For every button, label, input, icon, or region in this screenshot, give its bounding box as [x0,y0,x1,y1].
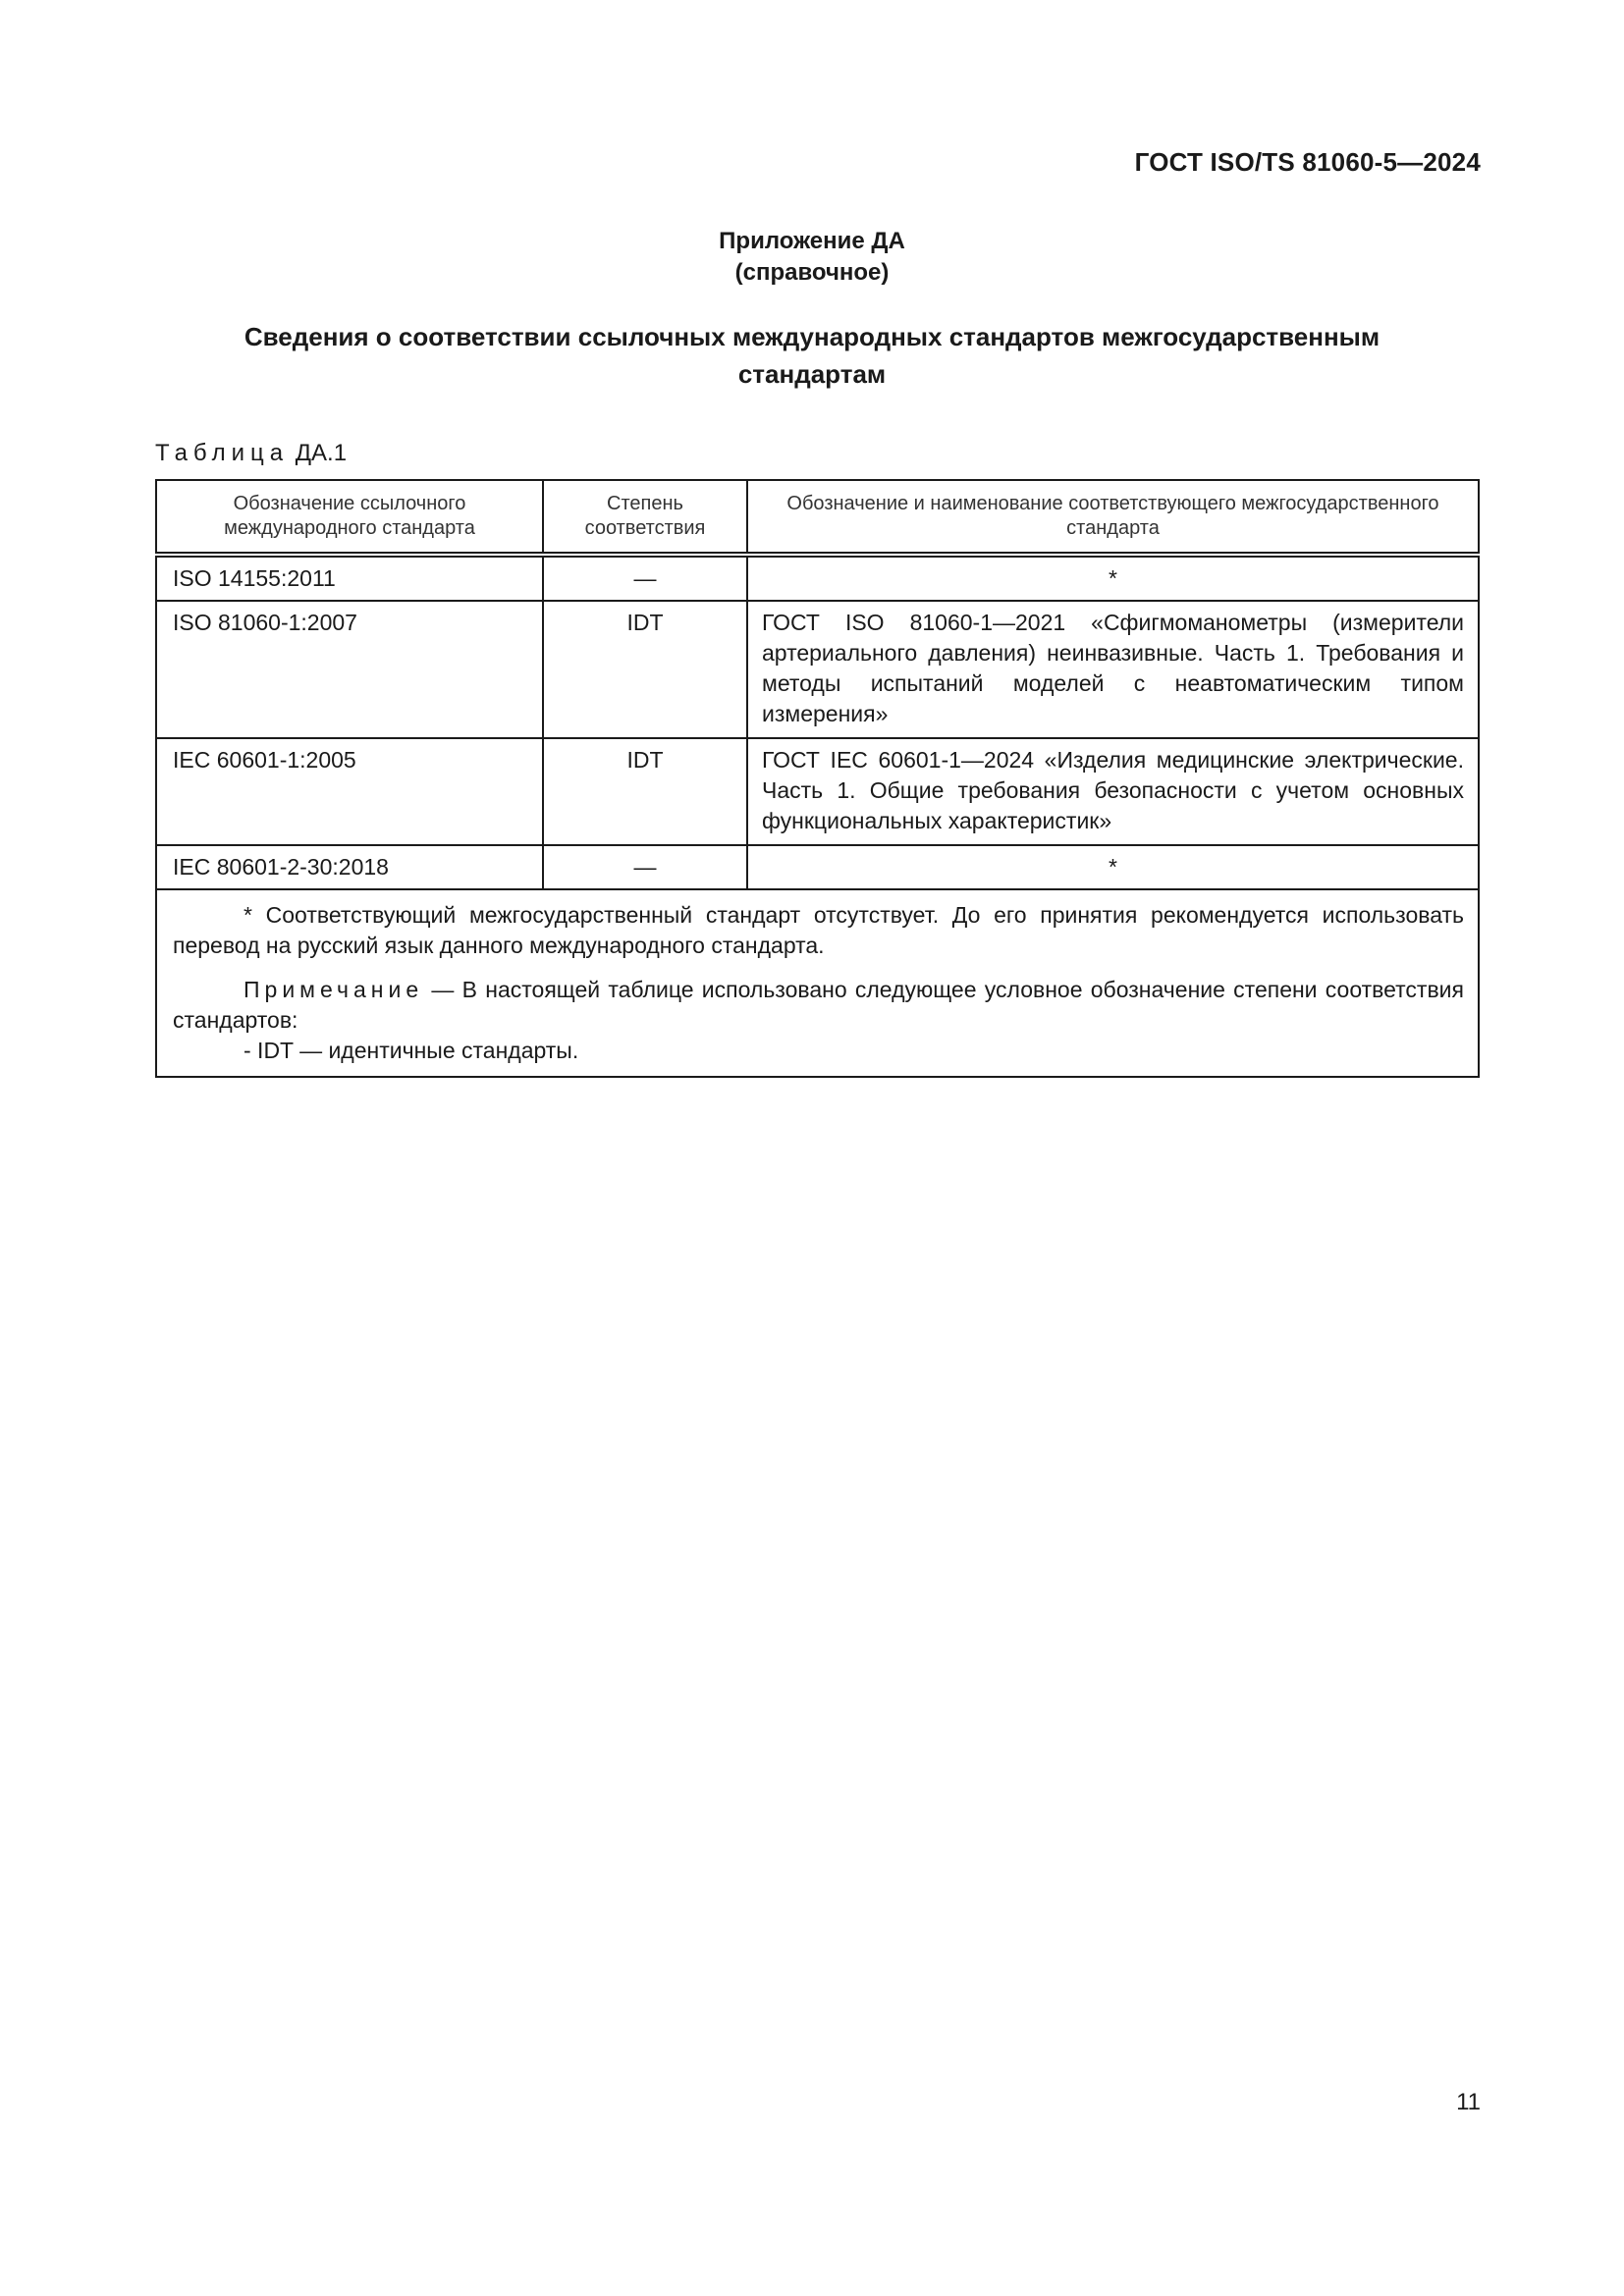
row-degree: IDT [543,601,747,738]
table-caption-word: Таблица [155,440,290,466]
appendix-heading [0,226,1624,289]
row-degree: — [543,555,747,601]
note-text: — В настоящей таблице использовано следующее условное обозначение степени соответствия стандартов: [173,977,1464,1033]
row-national-standard: ГОСТ IEC 60601-1—2024 «Изделия медицинские электрические. Часть 1. Общие требования безопасности с учетом основных функциональных характеристик» [747,738,1479,845]
section-title-line1: Сведения о соответствии ссылочных международных стандартов межгосударственным [244,322,1380,351]
table-row [156,601,1479,738]
table-header-row [156,480,1479,555]
row-national-standard: * [747,845,1479,889]
row-national-standard: ГОСТ ISO 81060-1—2021 «Сфигмоманометры (измерители артериального давления) неинвазивные. Часть 1. Требования и методы испытаний моделей с неавтоматическим типом измерения» [747,601,1479,738]
header-ref-standard: Обозначение ссылочного международного стандарта [156,480,543,555]
document-code: ГОСТ ISO/TS 81060-5—2024 [1134,147,1481,177]
table-row [156,845,1479,889]
row-ref-standard: IEC 80601-2-30:2018 [156,845,543,889]
table-notes [156,889,1479,1077]
appendix-subtitle: (справочное) [734,259,890,286]
row-degree: IDT [543,738,747,845]
row-ref-standard: ISO 81060-1:2007 [156,601,543,738]
row-degree: — [543,845,747,889]
table-row [156,555,1479,601]
note-label: Примечание [244,977,424,1002]
note-item: - IDT — идентичные стандарты. [244,1038,579,1063]
note [173,975,1464,1036]
correspondence-table [155,479,1480,1078]
appendix-title: Приложение ДА [719,228,905,254]
row-national-standard: * [747,555,1479,601]
table-caption [155,440,347,467]
table-caption-number: ДА.1 [295,440,348,466]
footnote: * Соответствующий межгосударственный стандарт отсутствует. До его принятия рекомендуется использовать перевод на русский язык данного международного стандарта. [173,902,1464,958]
header-degree: Степень соответствия [543,480,747,555]
section-title [196,318,1428,393]
table-footer-row [156,889,1479,1077]
header-national-standard: Обозначение и наименование соответствующего межгосударственного стандарта [747,480,1479,555]
row-ref-standard: ISO 14155:2011 [156,555,543,601]
page-number: 11 [1456,2089,1481,2115]
table-row [156,738,1479,845]
row-ref-standard: IEC 60601-1:2005 [156,738,543,845]
section-title-line2: стандартам [737,359,887,389]
